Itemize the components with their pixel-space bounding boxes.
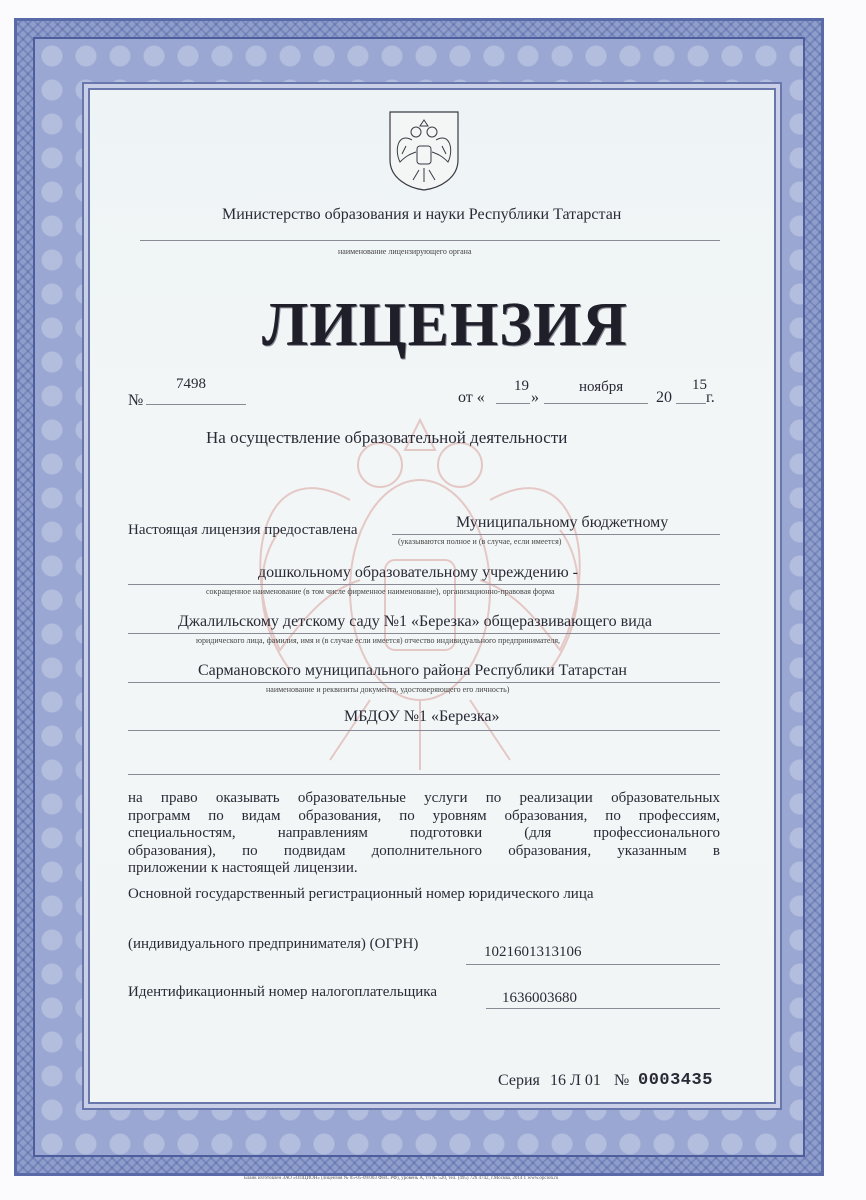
rights-line: образования), по подвидам дополнительного образования, указанным в <box>128 842 720 859</box>
rights-paragraph <box>128 790 720 878</box>
license-number: 7498 <box>176 376 206 392</box>
activity-heading: На осуществление образовательной деятельности <box>206 428 568 447</box>
date-year-suffix: г. <box>706 389 715 406</box>
grantee-line-1-underline <box>392 534 720 535</box>
grantee-line-2-underline <box>128 584 720 585</box>
grantee-line-2: дошкольному образовательному учреждению - <box>258 564 578 581</box>
date-year: 15 <box>692 377 707 393</box>
ogrn-label-2: (индивидуального предпринимателя) (ОГРН) <box>128 936 419 952</box>
date-month-underline <box>544 403 648 404</box>
grantee-line-3: Джалильскому детскому саду №1 «Березка» общеразвивающего вида <box>178 613 653 630</box>
series-number-label: № <box>614 1072 630 1089</box>
ogrn-underline <box>466 964 720 965</box>
date-from-label: от « <box>458 389 485 406</box>
date-day: 19 <box>514 378 529 394</box>
date-year-underline <box>676 403 706 404</box>
series-label: Серия <box>498 1072 540 1089</box>
inn-underline <box>486 1008 720 1009</box>
inn-label: Идентификационный номер налогоплательщика <box>128 984 438 1000</box>
date-month: ноября <box>579 379 624 395</box>
rights-line: программ по видам образования, по уровням образования, по профессиям, <box>128 807 720 824</box>
series-number: 0003435 <box>638 1071 713 1090</box>
grantee-line-4: Сармановского муниципального района Республики Татарстан <box>198 662 627 679</box>
grantee-caption-4: наименование и реквизиты документа, удостоверяющего его личность) <box>266 685 510 694</box>
grantee-line-1: Муниципальному бюджетному <box>456 514 669 531</box>
document-title: ЛИЦЕНЗИЯ <box>262 291 628 359</box>
grantee-line-5: МБДОУ №1 «Березка» <box>344 708 500 725</box>
rights-line: специальностям, направлениям подготовки (для профессионального <box>128 825 720 841</box>
date-year-prefix: 20 <box>656 389 672 406</box>
grantee-caption-1: (указываются полное и (в случае, если имеется) <box>398 537 562 546</box>
ogrn-label-1: Основной государственный регистрационный номер юридического лица <box>128 886 594 902</box>
grantee-blank-underline <box>128 774 720 775</box>
grantee-caption-3: юридического лица, фамилия, имя и (в случае если имеется) отчество индивидуального предпринимателя, <box>196 636 561 645</box>
license-number-underline <box>146 404 246 405</box>
date-day-underline <box>496 403 530 404</box>
grantee-line-5-underline <box>128 730 720 731</box>
grantee-line-3-underline <box>128 633 720 634</box>
rights-line: на право оказывать образовательные услуги по реализации образовательных <box>128 790 720 806</box>
grantee-line-4-underline <box>128 682 720 683</box>
license-number-label: № <box>128 392 144 409</box>
series-code: 16 Л 01 <box>550 1072 601 1089</box>
date-quote-close: » <box>531 389 539 406</box>
issuing-body-caption: наименование лицензирующего органа <box>338 247 472 256</box>
footer-imprint: Бланк изготовлен ЗАО «ОПЦИОН» (лицензия № 05-05-09/003 ФНС РФ), уровень А, т/з № 520, тел. (495) 726 4742, г.Москва, 2014 г. www.opcion.ru <box>244 1176 559 1181</box>
coat-of-arms-icon <box>386 110 462 192</box>
rights-line: приложении к настоящей лицензии. <box>128 860 358 876</box>
grantee-label: Настоящая лицензия предоставлена <box>128 522 358 538</box>
ogrn-value: 1021601313106 <box>484 944 582 960</box>
inn-value: 1636003680 <box>502 990 577 1006</box>
issuing-body: Министерство образования и науки Республики Татарстан <box>222 206 622 223</box>
issuing-body-underline <box>140 240 720 241</box>
grantee-caption-2: сокращенное наименование (в том числе фирменное наименование), организационно-правовая форма <box>206 587 555 596</box>
